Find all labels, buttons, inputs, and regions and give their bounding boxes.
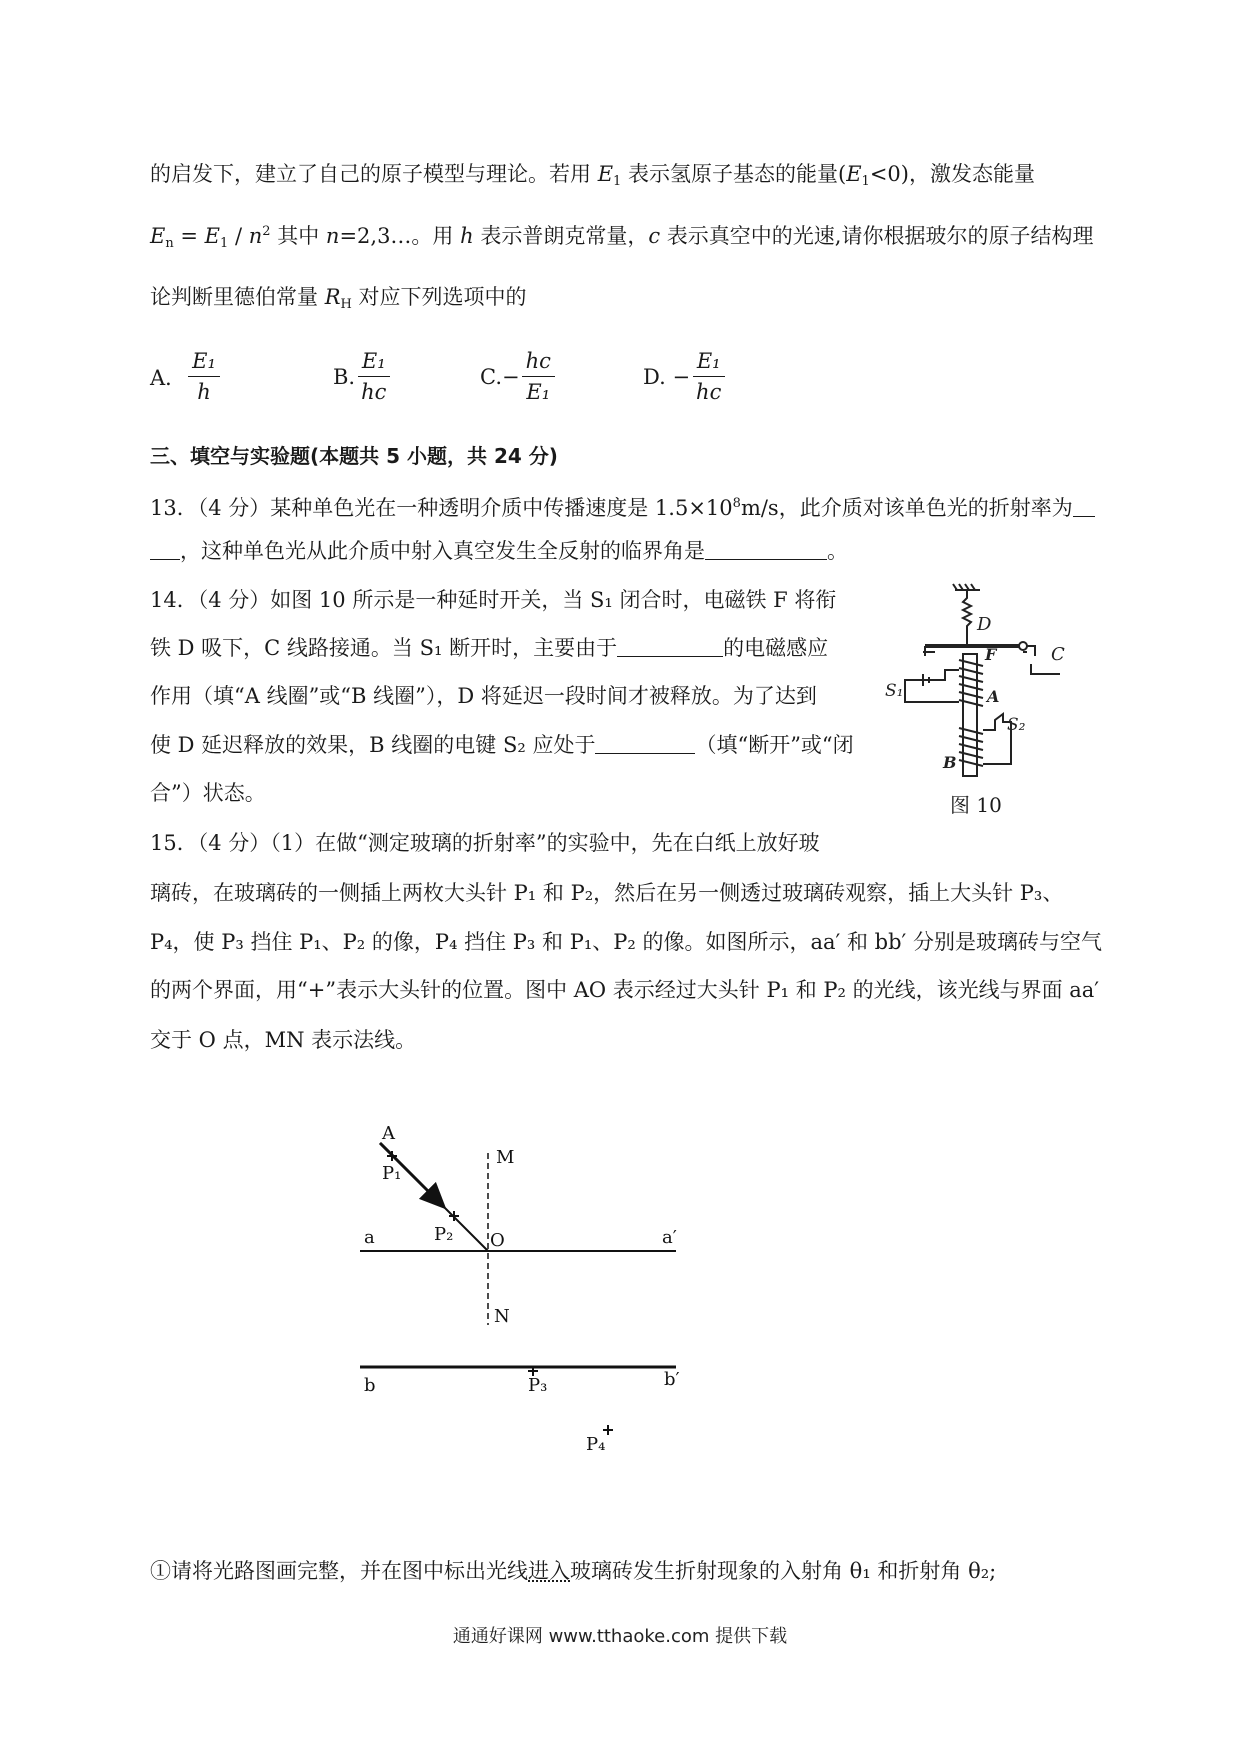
section-heading: 三、填空与实验题(本题共 5 小题，共 24 分) [150, 444, 558, 468]
fig10-label-c: C [1051, 644, 1065, 665]
option-d-fraction: $\frac{\text{E₁}}{hc}$ [692, 348, 725, 405]
label-m: M [496, 1147, 515, 1168]
label-a-prime: a′ [662, 1227, 677, 1248]
q12-line2: $E_n = E_1 / n^2$ 其中 n=2,3…。用 h 表示普朗克常量，c 表示真空中的光速,请你根据玻尔的原子结构理 [150, 224, 1094, 251]
fig10-label-a: A [987, 687, 1000, 706]
footer-source: 通通好课网 www.tthaoke.com 提供下载 [452, 1626, 788, 1647]
label-p3: P₃ [528, 1375, 548, 1396]
q14-line5: 合”）状态。 [150, 781, 266, 805]
fig10-label-d: D [977, 614, 992, 635]
fig10-label-s2: S₂ [1007, 715, 1026, 735]
q14-blank-2[interactable] [595, 735, 695, 754]
q14-line4: 使 D 延迟释放的效果，B 线圈的电键 S₂ 应处于 （填“断开”或“闭 [150, 733, 854, 757]
label-p2: P₂ [434, 1224, 454, 1245]
q15-line2: 璃砖，在玻璃砖的一侧插上两枚大头针 P₁ 和 P₂，然后在另一侧透过玻璃砖观察，插上大头针 P₃、 [150, 881, 1064, 905]
label-p4: P₄ [586, 1434, 606, 1455]
q15-line5: 交于 O 点，MN 表示法线。 [150, 1028, 417, 1052]
label-o: O [490, 1230, 505, 1251]
q15-task1: ①请将光路图画完整，并在图中标出光线进入玻璃砖发生折射现象的入射角 θ₁ 和折射角 θ₂; [150, 1559, 997, 1583]
label-a-interface: a [364, 1227, 375, 1248]
q13-blank-1-end[interactable] [150, 541, 180, 560]
label-n: N [494, 1306, 510, 1327]
q15-line4: 的两个界面，用“+”表示大头针的位置。图中 AO 表示经过大头针 P₁ 和 P₂ 的光线，该光线与界面 aa′ [150, 978, 1100, 1002]
q14-line3: 作用（填“A 线圈”或“B 线圈”），D 将延迟一段时间才被释放。为了达到 [150, 684, 817, 708]
q13-line2: ，这种单色光从此介质中射入真空发生全反射的临界角是 。 [150, 537, 848, 565]
option-a: A． $\frac{\text{E₁}}{h}$ [150, 348, 222, 405]
figure-10-circuit [885, 578, 1085, 778]
fig10-label-s1: S₁ [885, 681, 904, 701]
q14-line1: 14．（4 分）如图 10 所示是一种延时开关，当 S₁ 闭合时，电磁铁 F 将衔 [150, 588, 837, 612]
fig10-label-b: B [943, 753, 957, 772]
option-c-fraction: $\frac{hc}{\text{E₁}}$ [522, 348, 555, 405]
q12-line1: 的启发下，建立了自己的原子模型与理论。若用 $E_1$ 表示氢原子基态的能量$(E_1<0)$，激发态能量 [150, 162, 1035, 189]
label-a-point: A [382, 1123, 395, 1144]
figure-10-caption: 图 10 [950, 793, 1002, 817]
option-b: B. $\frac{\text{E₁}}{hc}$ [333, 348, 392, 405]
q14-blank-1[interactable] [617, 638, 723, 657]
q12-line3: 论判断里德伯常量 $R_H$ 对应下列选项中的 [150, 285, 527, 312]
option-a-fraction: $\frac{\text{E₁}}{h}$ [188, 348, 220, 405]
fig10-label-f: F [985, 645, 997, 664]
label-p1: P₁ [382, 1163, 402, 1184]
label-b: b [364, 1375, 376, 1396]
q14-line2: 铁 D 吸下，C 线路接通。当 S₁ 断开时，主要由于 的电磁感应 [150, 636, 829, 660]
q15-line3: P₄，使 P₃ 挡住 P₁、P₂ 的像，P₄ 挡住 P₃ 和 P₁、P₂ 的像。如图所示，aa′ 和 bb′ 分别是玻璃砖与空气 [150, 930, 1102, 954]
option-d: D. − $\frac{\text{E₁}}{hc}$ [643, 348, 727, 405]
q13-blank-2[interactable] [705, 541, 827, 560]
option-c: C.− $\frac{hc}{\text{E₁}}$ [480, 348, 557, 405]
q15-line1: 15．（4 分）（1）在做“测定玻璃的折射率”的实验中，先在白纸上放好玻 [150, 831, 820, 855]
option-b-fraction: $\frac{\text{E₁}}{hc}$ [357, 348, 390, 405]
q13-line1: 13．（4 分）某种单色光在一种透明介质中传播速度是 $1.5\times 10^8m/s$，此介质对该单色光的折射率为 [150, 490, 1095, 522]
refraction-diagram [340, 1115, 720, 1455]
label-b-prime: b′ [664, 1369, 680, 1390]
q13-blank-1-start[interactable] [1073, 498, 1095, 517]
